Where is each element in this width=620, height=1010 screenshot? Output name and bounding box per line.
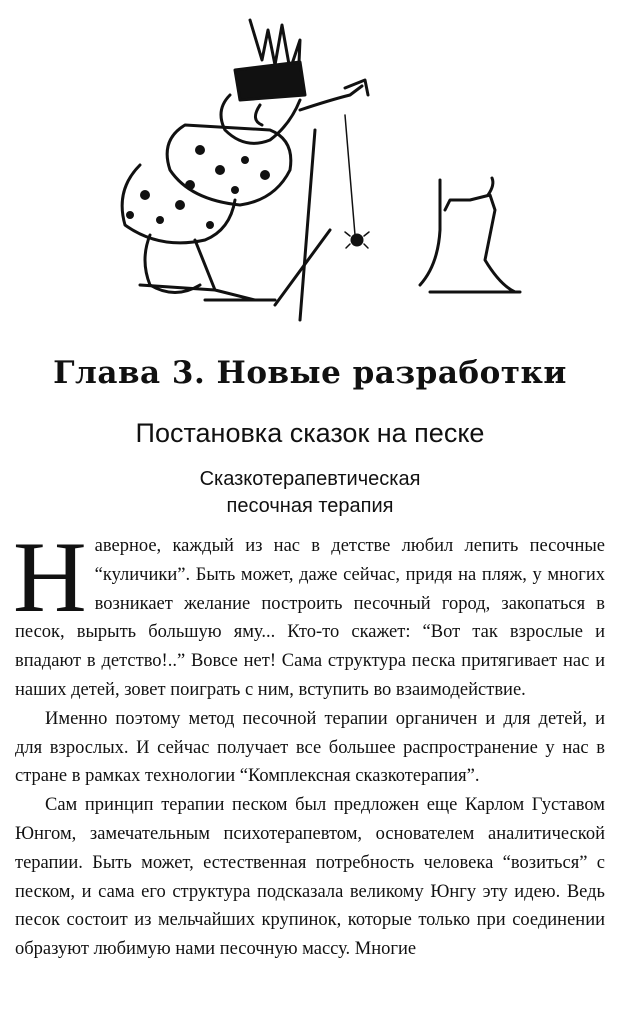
paragraph-1 xyxy=(13,521,605,705)
chapter-title: Глава 3. Новые разработки xyxy=(53,355,567,391)
section-title: Постановка сказок на песке xyxy=(135,418,485,448)
paragraph-1-text: аверное, каждый из нас в детстве любил лепить песочные “куличики”. Быть может, даже сейчас, придя на пляж, у многих возникает желание построить песочный город, закопаться в песок, вырыть большую яму... Кто-то скажет: “Вот так взрослые и впадают в детство!..” Вовсе нет! Сама структура песка притягивает нас и наших детей, зовет поиграть с ним, вступить во взаимодействие. xyxy=(15,536,605,700)
subsection-title-line2: песочная терапия xyxy=(226,495,394,517)
body-text xyxy=(13,521,605,964)
witch-illustration xyxy=(0,0,620,335)
paragraph-2: Именно поэтому метод песочной терапии органичен и для детей, и для взрослых. И сейчас получает все большее распространение у нас в стране в рамках технологии “Комплексная сказкотерапия”. xyxy=(15,708,605,787)
subsection-title xyxy=(0,466,620,520)
subsection-title-line1: Сказкотерапевтическая xyxy=(199,468,421,490)
paragraph-3: Сам принцип терапии песком был предложен еще Карлом Густавом Юнгом, замечательным психотерапевтом, основателем аналитической терапии. Быть может, естественная потребность человека “возиться” с песком, и сама его структура подсказала великому Юнгу эту идею. Ведь песок состоит из мельчайших крупинок, которые только при соединении образуют любимую нами песочную массу. Многие xyxy=(15,795,605,960)
drop-cap: Н xyxy=(13,521,87,634)
